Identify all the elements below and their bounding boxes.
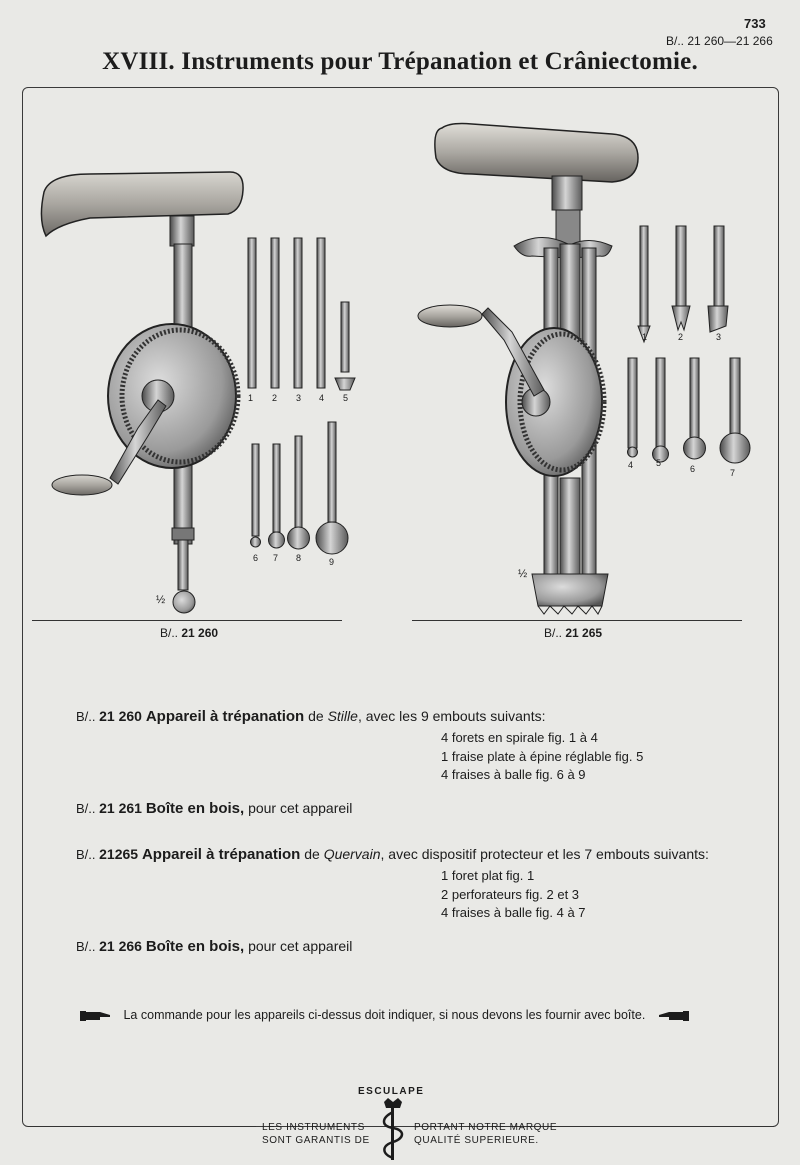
item-author: Stille	[327, 708, 358, 724]
bit-label: 3	[716, 332, 722, 342]
item-21261	[76, 800, 352, 817]
content-line: 2 perforateurs fig. 2 et 3	[441, 886, 580, 902]
item-name: Boîte en bois,	[145, 938, 245, 955]
footer-guarantee-left	[262, 1121, 370, 1147]
item-author: Quervain	[323, 846, 381, 862]
bit-label: 5	[656, 458, 662, 468]
footer-line: PORTANT NOTRE MARQUE	[414, 1122, 558, 1133]
catalog-range: B/.. 21 260—21 266	[666, 34, 773, 48]
page-title: XVIII. Instruments pour Trépanation et Crâniectomie.	[102, 48, 698, 75]
item-prefix: B/..	[76, 847, 100, 862]
content-line: 4 forets en spirale fig. 1 à 4	[441, 730, 598, 745]
stille-scale-label: ½	[156, 594, 166, 606]
bit-label: 1	[248, 393, 254, 403]
bit-label: 2	[678, 332, 684, 342]
content-line: 1 foret plat fig. 1	[441, 868, 535, 883]
quervain-trephine-illustration	[412, 118, 772, 618]
quervain-figure-caption	[544, 626, 602, 640]
footer-line: SONT GARANTIS DE	[262, 1135, 370, 1146]
caduceus-logo-icon	[378, 1096, 408, 1162]
pointing-hand-right-icon	[80, 1009, 112, 1023]
bit-label: 5	[343, 393, 349, 403]
item-code: 21 260	[99, 708, 142, 724]
quervain-scale-label: ½	[518, 568, 528, 580]
item-code: 21 261	[99, 800, 142, 816]
item-prefix: B/..	[76, 939, 100, 954]
item-name: Appareil à trépanation	[141, 846, 301, 863]
bit-label: 4	[628, 460, 634, 470]
order-note	[80, 1008, 720, 1023]
item-21260	[76, 708, 545, 725]
bit-label: 6	[690, 464, 696, 474]
caption-prefix: B/..	[544, 626, 566, 640]
caption-code: 21 265	[565, 626, 603, 640]
bit-label: 8	[296, 553, 302, 563]
item-21260-contents	[441, 729, 643, 785]
item-code: 21 266	[99, 938, 142, 954]
item-prefix: B/..	[76, 709, 100, 724]
item-name: Appareil à trépanation	[145, 708, 305, 725]
bit-label: 2	[272, 393, 278, 403]
footer-rule-right	[542, 1126, 774, 1127]
page-number: 733	[744, 16, 766, 31]
esculape-brand: ESCULAPE	[358, 1086, 425, 1097]
footer-line: QUALITÉ SUPERIEURE.	[414, 1135, 539, 1146]
footer-line: LES INSTRUMENTS	[262, 1122, 365, 1133]
order-note-text: La commande pour les appareils ci-dessus doit indiquer, si nous devons les fournir avec boîte.	[123, 1008, 646, 1022]
item-rest: pour cet appareil	[244, 800, 353, 816]
item-21265	[76, 846, 709, 863]
item-middle: de	[304, 708, 328, 724]
footer-guarantee-right	[414, 1121, 557, 1147]
bit-label: 4	[319, 393, 325, 403]
content-line: 1 fraise plate à épine réglable fig. 5	[441, 748, 644, 764]
item-code: 21265	[99, 846, 139, 862]
item-21266	[76, 938, 352, 955]
bit-label: 7	[273, 553, 279, 563]
bit-label: 9	[329, 557, 335, 567]
stille-figure-caption	[160, 626, 218, 640]
bit-label: 6	[253, 553, 259, 563]
pointing-hand-left-icon	[657, 1009, 689, 1023]
content-line: 4 fraises à balle fig. 4 à 7	[441, 905, 586, 920]
bit-label: 3	[296, 393, 302, 403]
item-21265-contents	[441, 867, 586, 923]
content-line: 4 fraises à balle fig. 6 à 9	[441, 767, 586, 782]
bit-label: 1	[642, 332, 648, 342]
item-middle: de	[300, 846, 324, 862]
caption-code: 21 260	[181, 626, 219, 640]
item-name: Boîte en bois,	[145, 800, 245, 817]
item-rest: , avec les 9 embouts suivants:	[357, 708, 546, 724]
item-prefix: B/..	[76, 801, 100, 816]
caption-prefix: B/..	[160, 626, 182, 640]
figure-rule-left	[32, 620, 342, 621]
footer-rule-left	[28, 1126, 256, 1127]
item-rest: , avec dispositif protecteur et les 7 embouts suivants:	[380, 846, 709, 862]
figure-rule-right	[412, 620, 742, 621]
item-rest: pour cet appareil	[244, 938, 353, 954]
bit-label: 7	[730, 468, 736, 478]
